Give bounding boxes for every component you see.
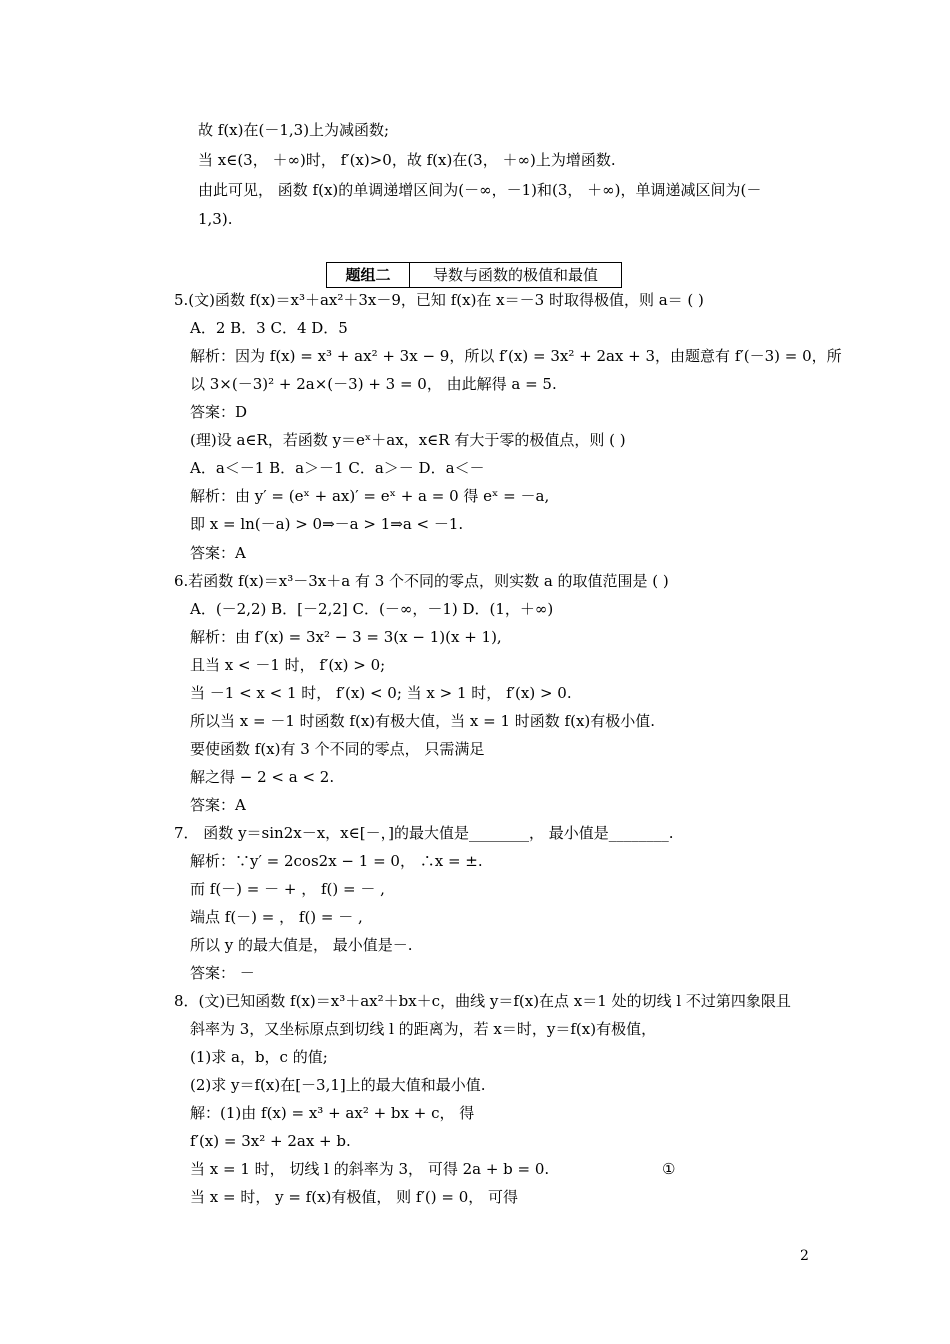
text-line: 6.若函数 f(x)＝x³－3x＋a 有 3 个不同的零点，则实数 a 的取值范围是 ( ) — [174, 572, 669, 590]
text-line: 而 f(－) = － + ， f() = － , — [190, 880, 385, 898]
text-line: 以 3×(－3)² + 2a×(－3) + 3 = 0， 由此解得 a = 5. — [190, 375, 557, 393]
text-line: ① — [662, 1160, 676, 1178]
text-line: 答案： － — [190, 964, 255, 982]
text-line: 当 x = 时， y = f(x)有极值， 则 f′() = 0， 可得 — [190, 1188, 519, 1206]
text-line: 答案：D — [190, 403, 248, 421]
text-line: 要使函数 f(x)有 3 个不同的零点， 只需满足 — [190, 740, 485, 758]
text-line: 当 x = 1 时， 切线 l 的斜率为 3， 可得 2a + b = 0. — [190, 1160, 550, 1178]
text-line: 解析：由 y′ = (eˣ + ax)′ = eˣ + a = 0 得 eˣ = －a, — [190, 487, 550, 505]
text-line: 端点 f(－) = ， f() = － , — [190, 908, 363, 926]
text-line: 斜率为 3，又坐标原点到切线 l 的距离为，若 x＝时，y＝f(x)有极值， — [190, 1020, 657, 1038]
text-line: A．2 B．3 C．4 D．5 — [190, 319, 348, 337]
text-line: 当 x∈(3， ＋∞)时， f′(x)>0，故 f(x)在(3， ＋∞)上为增函数. — [198, 151, 616, 169]
text-line: 解之得 − 2 < a < 2. — [190, 768, 335, 786]
page-number: 2 — [800, 1248, 809, 1264]
text-line: 解析：由 f′(x) = 3x² − 3 = 3(x − 1)(x + 1), — [190, 628, 502, 646]
text-line: 所以 y 的最大值是， 最小值是－. — [190, 936, 413, 954]
text-line: 解析：∵y′ = 2cos2x − 1 = 0， ∴x = ±. — [190, 852, 483, 870]
text-line: (2)求 y＝f(x)在[－3,1]上的最大值和最小值. — [190, 1076, 486, 1094]
text-line: (理)设 a∈R，若函数 y＝eˣ＋ax，x∈R 有大于零的极值点，则 ( ) — [190, 431, 626, 449]
text-line: 7． 函数 y＝sin2x－x，x∈[－，]的最大值是________， 最小值是________. — [174, 824, 674, 842]
text-line: A．(－2,2) B．[－2,2] C．(－∞，－1) D．(1，＋∞) — [190, 600, 554, 618]
text-line: 当 －1 < x < 1 时， f′(x) < 0; 当 x > 1 时， f′(x) > 0. — [190, 684, 572, 702]
text-line: 解：(1)由 f(x) = x³ + ax² + bx + c， 得 — [190, 1104, 475, 1122]
text-line: 答案：A — [190, 544, 246, 562]
section-label: 题组二 — [327, 263, 410, 287]
text-line: A．a＜－1 B．a＞－1 C．a＞－ D．a＜－ — [190, 459, 485, 477]
section-title: 导数与函数的极值和最值 — [432, 266, 598, 284]
section-header-box — [326, 262, 622, 288]
text-line: 5.(文)函数 f(x)＝x³＋ax²＋3x－9，已知 f(x)在 x＝－3 时取得极值，则 a＝ ( ) — [174, 291, 704, 309]
text-line: 8．(文)已知函数 f(x)＝x³＋ax²＋bx＋c，曲线 y＝f(x)在点 x＝1 处的切线 l 不过第四象限且 — [174, 992, 791, 1010]
text-line: 由此可见， 函数 f(x)的单调递增区间为(－∞，－1)和(3， ＋∞)，单调递减区间为(－ — [198, 181, 762, 199]
text-line: 解析：因为 f(x) = x³ + ax² + 3x − 9，所以 f′(x) = 3x² + 2ax + 3，由题意有 f′(－3) = 0，所 — [190, 347, 842, 365]
text-line: 所以当 x = －1 时函数 f(x)有极大值，当 x = 1 时函数 f(x)有极小值. — [190, 712, 656, 730]
text-line: 即 x = ln(－a) > 0⇒－a > 1⇒a < －1. — [190, 515, 464, 533]
text-line: 答案：A — [190, 796, 246, 814]
text-line: f′(x) = 3x² + 2ax + b. — [190, 1132, 351, 1150]
text-line: (1)求 a，b，c 的值; — [190, 1048, 328, 1066]
text-line: 1,3). — [198, 210, 233, 228]
text-line: 故 f(x)在(－1,3)上为减函数; — [198, 121, 390, 139]
text-line: 且当 x < －1 时， f′(x) > 0; — [190, 656, 386, 674]
